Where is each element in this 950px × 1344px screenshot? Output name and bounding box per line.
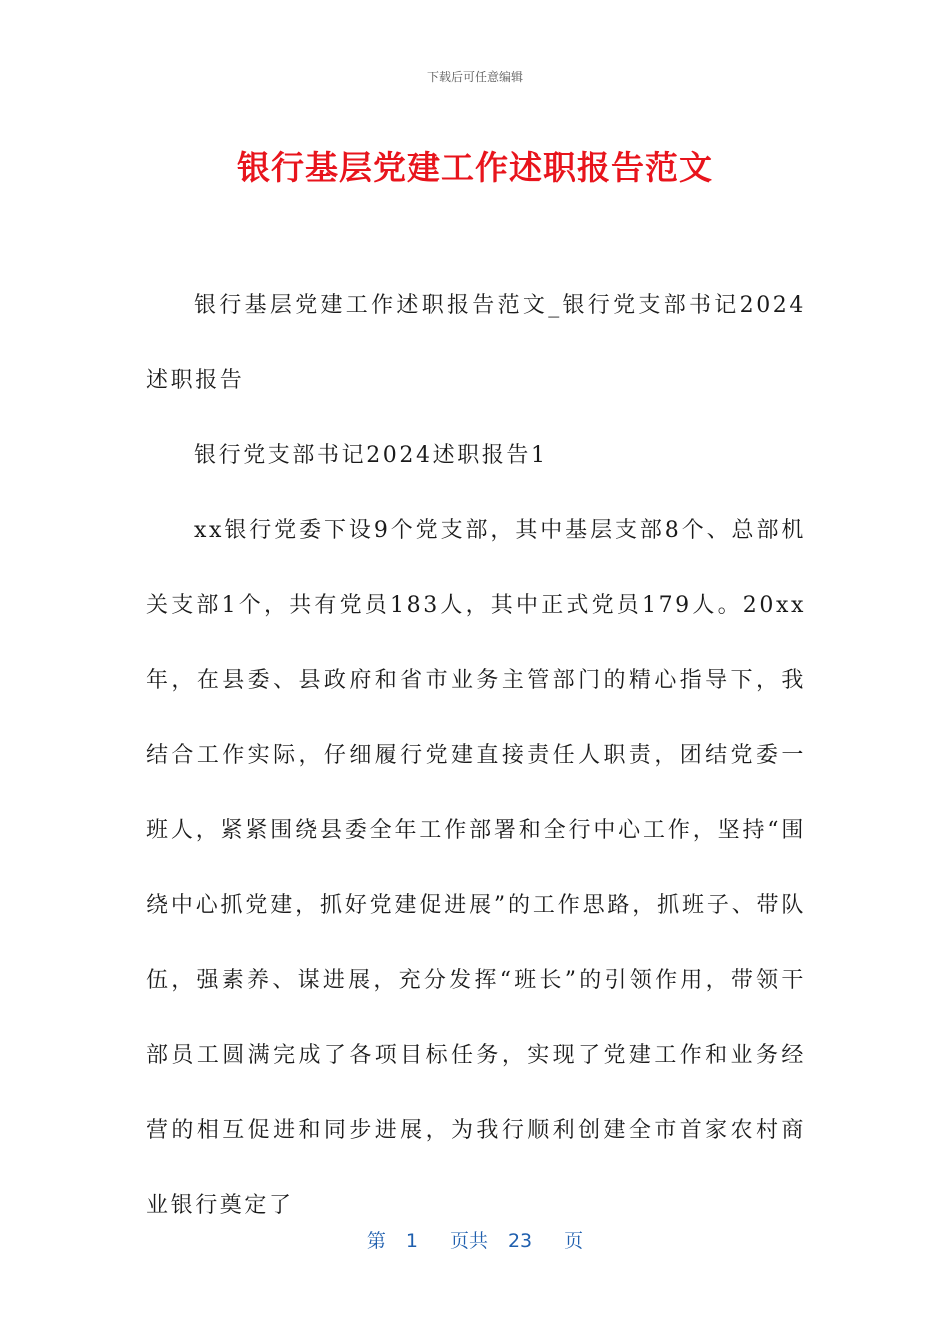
paragraph-section-heading: 银行党支部书记2024述职报告1 — [194, 443, 548, 468]
document-body — [146, 268, 806, 1243]
footer-page-suffix: 页 — [564, 1230, 584, 1252]
footer-current-page: 1 — [405, 1230, 418, 1252]
footer-page-prefix: 第 — [366, 1230, 386, 1252]
paragraph-subtitle: 银行基层党建工作述职报告范文_银行党支部书记2024述职报告 — [146, 293, 806, 393]
header-note: 下载后可任意编辑 — [426, 70, 523, 84]
paragraph-body: xx银行党委下设9个党支部，其中基层支部8个、总部机关支部1个，共有党员183人，其中正式党员179人。20xx年，在县委、县政府和省市业务主管部门的精心指导下，我结合工作实际，仔细履行党建直接责任人职责，团结党委一班人，紧紧围绕县委全年工作部署和全行中心工作，坚持“围绕中心抓党建，抓好党建促进展”的工作思路，抓班子、带队伍，强素养、谋进展，充分发挥“班长”的引领作用，带领干部员工圆满完成了各项目标任务，实现了党建工作和业务经营的相互促进和同步进展，为我行顺利创建全市首家农村商业银行奠定了 — [146, 518, 806, 1218]
footer-page-middle: 页共 — [449, 1230, 488, 1252]
document-title: 银行基层党建工作述职报告范文 — [237, 148, 713, 187]
page-footer — [0, 1226, 950, 1253]
footer-total-pages: 23 — [507, 1230, 533, 1252]
